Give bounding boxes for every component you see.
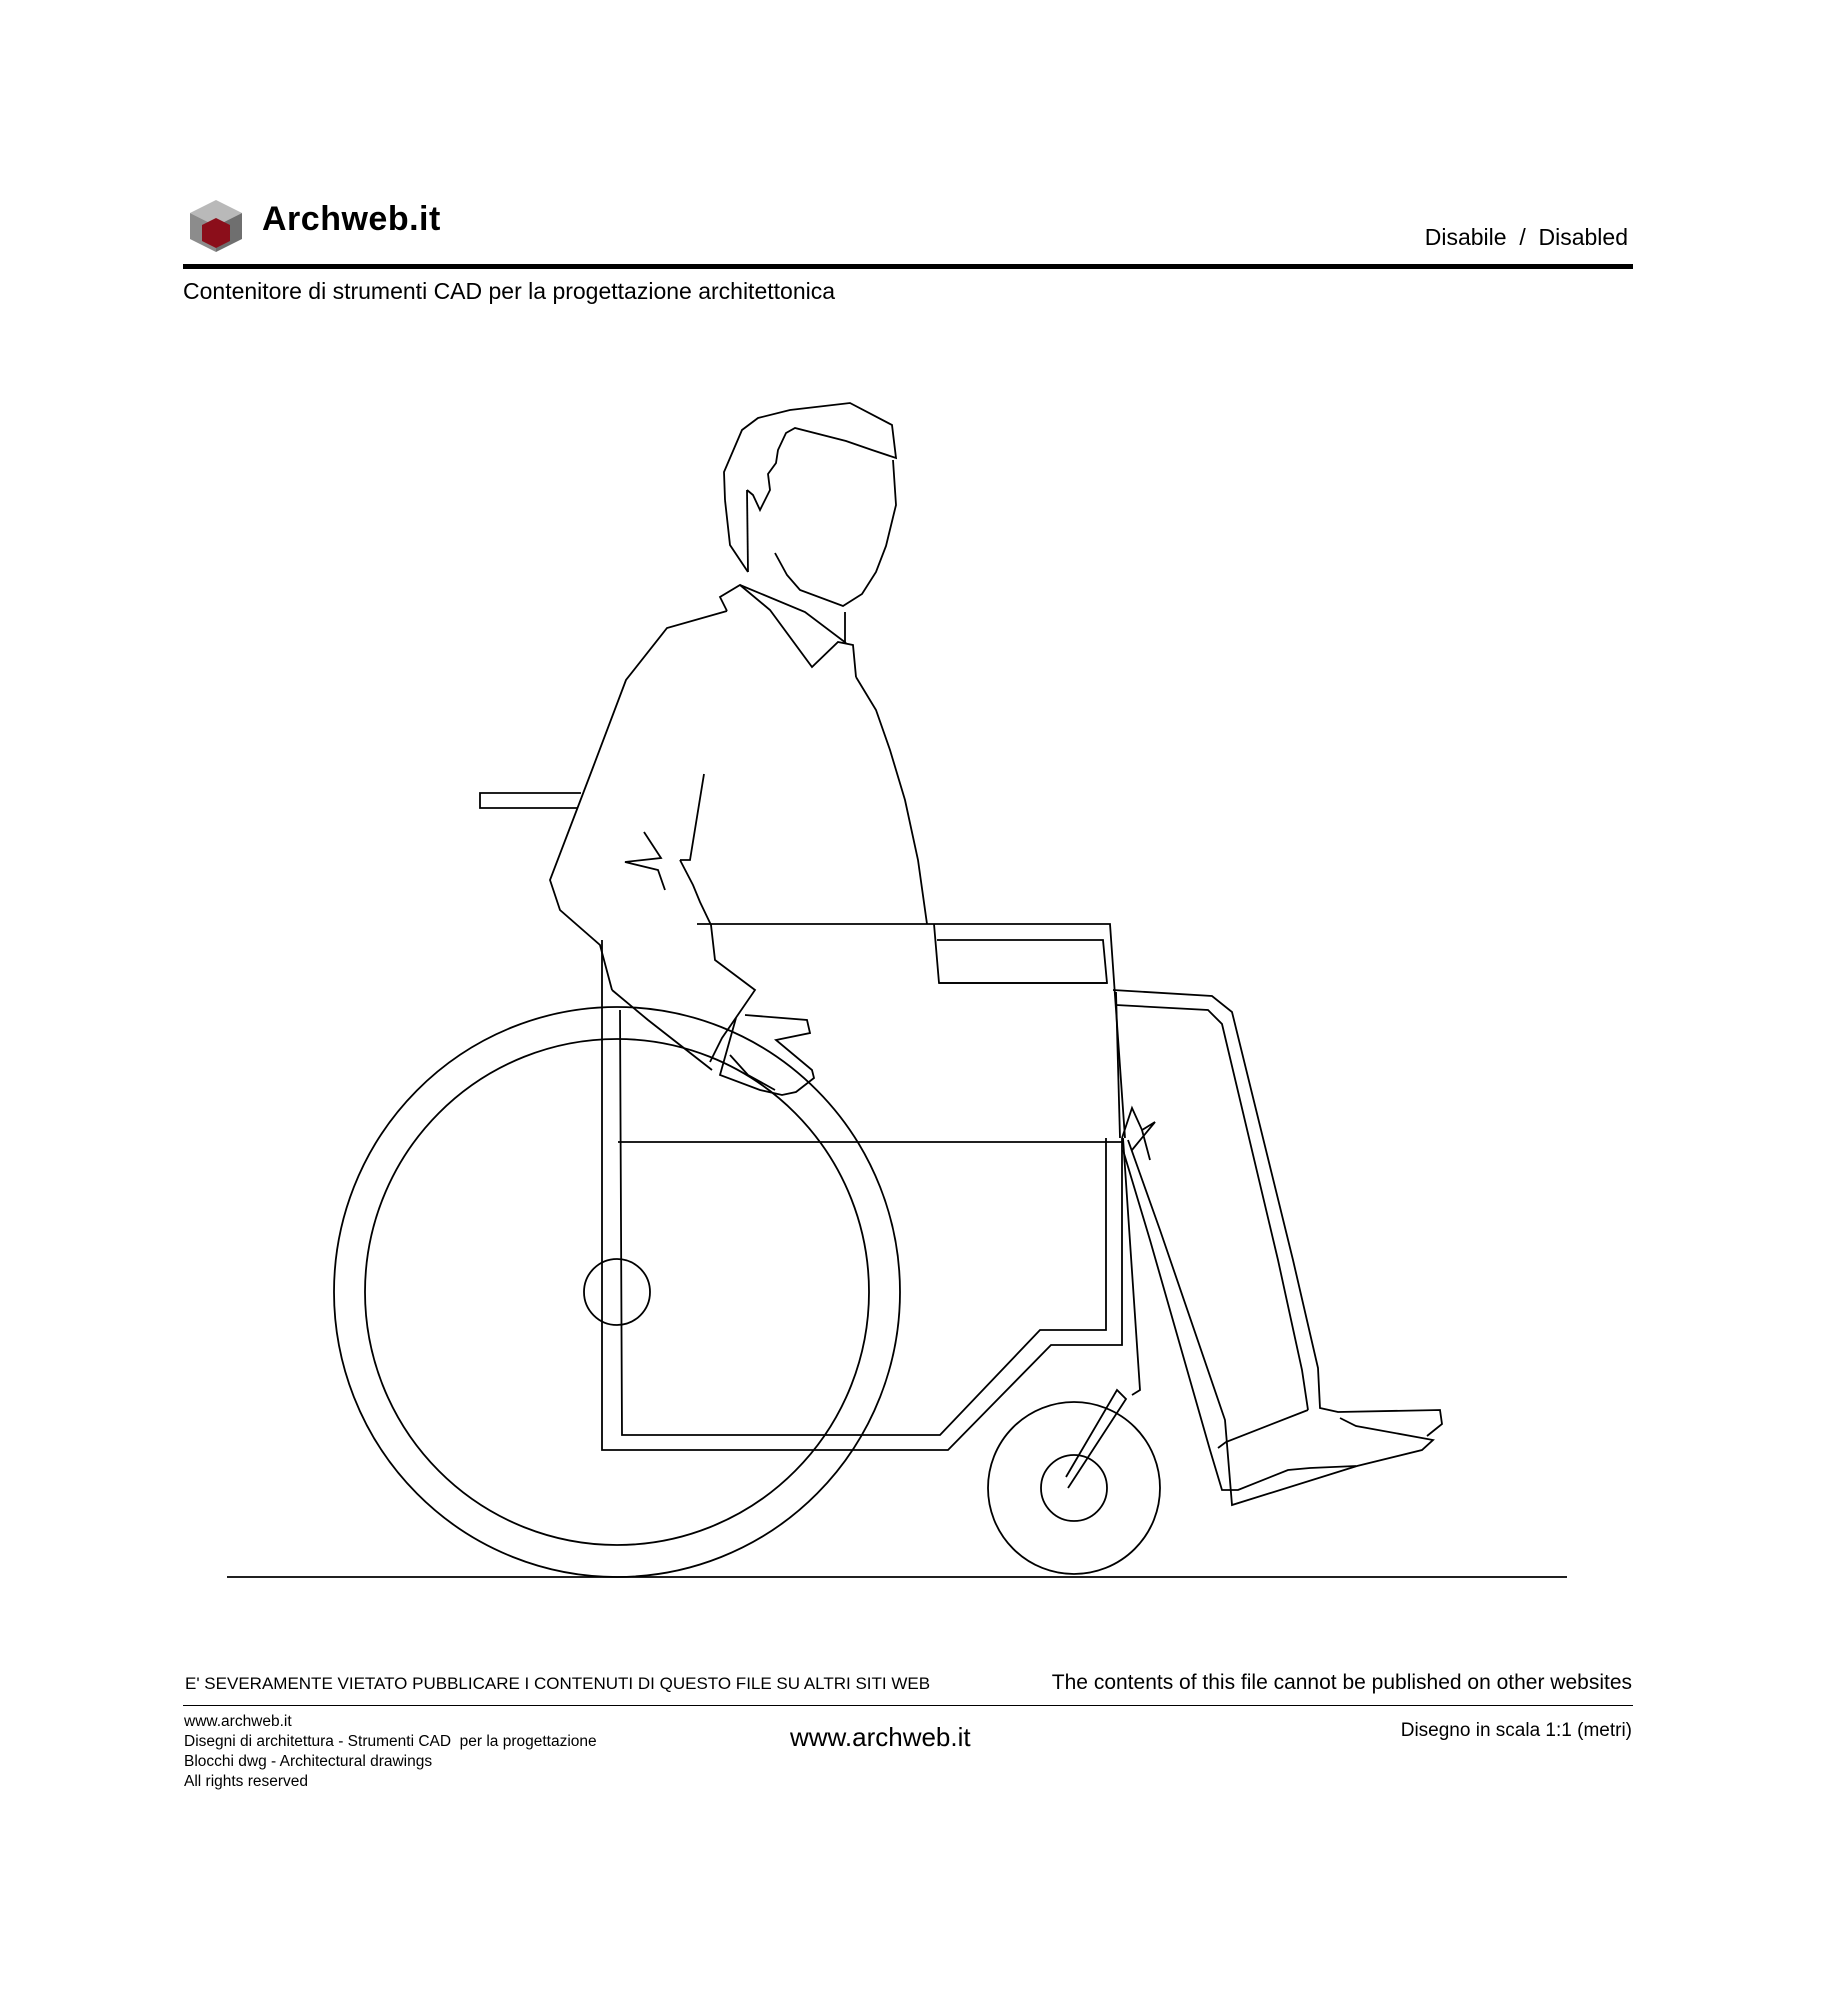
wheelchair-frame [602,940,1140,1450]
front-caster [988,1390,1160,1574]
head [724,403,896,606]
legs [1113,990,1442,1505]
tagline: Contenitore di strumenti CAD per la progettazione architettonica [183,278,836,304]
forearm-and-hand [612,860,814,1095]
torso [550,611,927,990]
collar [720,585,856,677]
rear-wheel [334,1007,900,1577]
footer-line: Blocchi dwg - Architectural drawings [184,1753,433,1770]
footer-rule [183,1705,1633,1706]
armrest [697,924,1125,1138]
push-handle [480,793,581,808]
footer-credits [184,1712,597,1792]
footer-line: www.archweb.it [184,1713,292,1730]
brand-name: Archweb.it [262,200,441,238]
footer-website: www.archweb.it [790,1722,971,1752]
scale-note: Disegno in scala 1:1 (metri) [1400,1720,1632,1741]
category-label: Disabile / Disabled [1424,224,1628,250]
warning-english: The contents of this file cannot be published on other websites [1051,1671,1632,1694]
footer-line: Disegni di architettura - Strumenti CAD per la progettazione [184,1733,597,1750]
footer-line: All rights reserved [184,1773,309,1790]
warning-italian: E' SEVERAMENTE VIETATO PUBBLICARE I CONTENUTI DI QUESTO FILE SU ALTRI SITI WEB [185,1674,931,1693]
